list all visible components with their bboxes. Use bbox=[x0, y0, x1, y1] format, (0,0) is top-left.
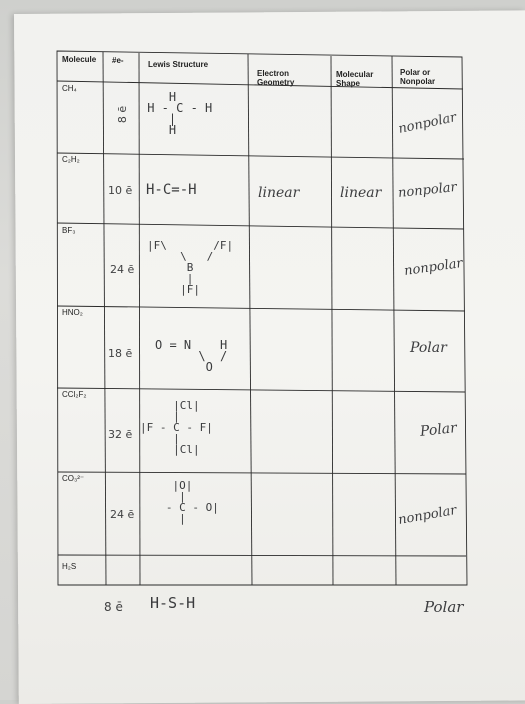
molecule-c2h2: C₂H₂ bbox=[62, 155, 80, 164]
lewis-structure-ccl2f2: |Cl| | |F - C - F| | |Cl| bbox=[140, 399, 213, 456]
electron-count-c2h2: 10 ē bbox=[108, 184, 133, 197]
lewis-structure-c2h2: H-C=-H bbox=[146, 182, 197, 198]
lewis-structure-h2s: H-S-H bbox=[150, 594, 196, 612]
molecule-hno2: HNO₂ bbox=[62, 308, 83, 317]
electron-count-bf3: 24 ē bbox=[110, 263, 135, 276]
header-molecular-shape-2: Shape bbox=[336, 79, 361, 88]
header-electron-geometry-1: Electron bbox=[257, 69, 290, 78]
electron-geometry-c2h2: linear bbox=[258, 185, 300, 201]
lewis-structure-hno2: O = N H \ / O bbox=[155, 338, 228, 374]
polarity-ccl2f2: Polar bbox=[419, 420, 458, 440]
polarity-bf3: nonpolar bbox=[403, 255, 464, 280]
electron-count-ch4: 8 ē bbox=[116, 105, 130, 124]
electron-count-co3: 24 ē bbox=[110, 508, 135, 521]
polarity-co3: nonpolar bbox=[397, 503, 458, 528]
header-polar-2: Nonpolar bbox=[400, 77, 436, 86]
molecular-shape-c2h2: linear bbox=[340, 185, 382, 201]
electron-count-h2s: 8 ē bbox=[104, 600, 123, 614]
electron-count-ccl2f2: 32 ē bbox=[108, 428, 133, 441]
lewis-structure-ch4: H H - C - H | H bbox=[147, 90, 213, 137]
molecule-ccl2f2: CCl₂F₂ bbox=[62, 390, 87, 399]
polarity-h2s: Polar bbox=[424, 598, 464, 616]
header-molecule: Molecule bbox=[62, 55, 97, 64]
header-molecular-shape-1: Molecular bbox=[336, 70, 374, 79]
electron-count-hno2: 18 ē bbox=[108, 347, 133, 360]
header-electron-geometry-2: Geometry bbox=[257, 78, 295, 87]
header-polar-1: Polar or bbox=[400, 68, 431, 77]
polarity-c2h2: nonpolar bbox=[397, 179, 458, 202]
molecule-co3: CO₃²⁻ bbox=[62, 474, 85, 483]
lewis-structure-bf3: |F\ /F| \ / B | |F| bbox=[147, 239, 234, 296]
molecule-ch4: CH₄ bbox=[62, 84, 77, 93]
polarity-ch4: nonpolar bbox=[397, 110, 458, 137]
header-lewis-structure: Lewis Structure bbox=[148, 60, 209, 69]
molecule-bf3: BF₃ bbox=[62, 226, 76, 235]
polarity-hno2: Polar bbox=[410, 340, 447, 356]
lewis-structure-co3: |O| | - C - O| | bbox=[165, 479, 219, 525]
header-electrons: #e- bbox=[112, 56, 124, 65]
molecule-h2s: H₂S bbox=[62, 562, 77, 571]
